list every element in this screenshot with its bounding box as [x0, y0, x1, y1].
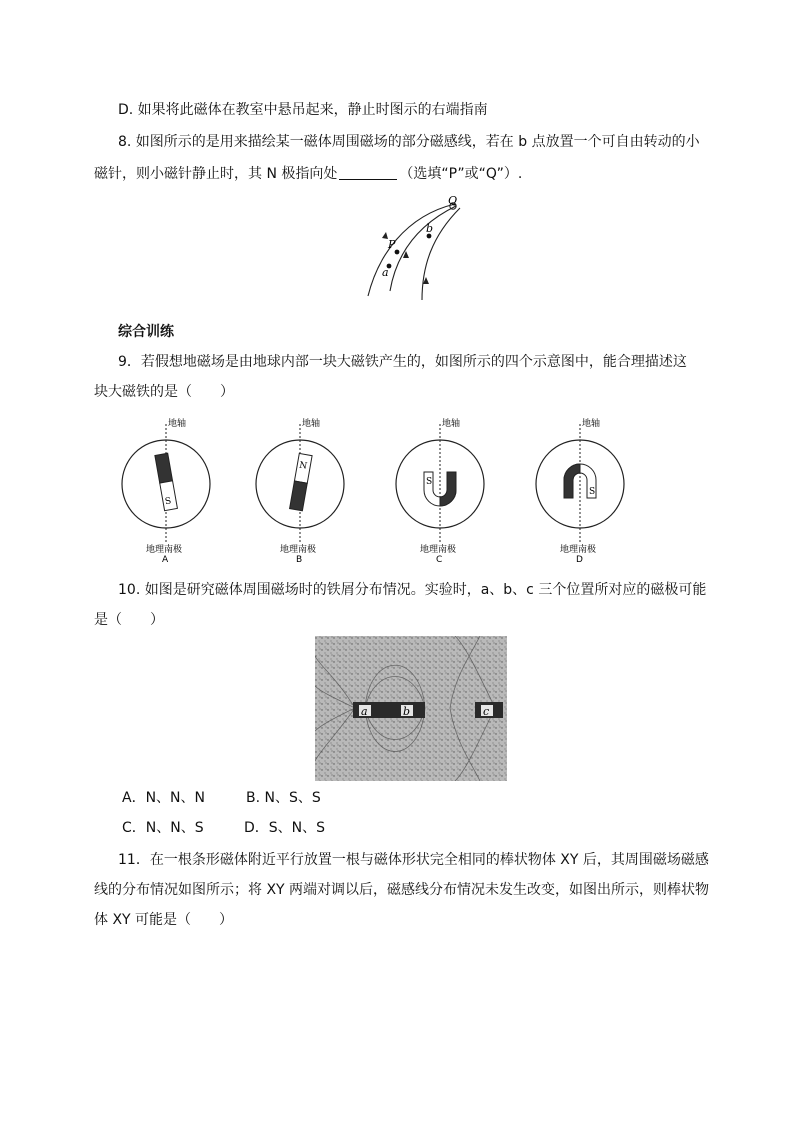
- q11-text-line2: 线的分布情况如图所示；将 XY 两端对调以后，磁感线分布情况未发生改变，如图出所示，则棒状物: [94, 882, 710, 898]
- q10-option-c: C．N、N、S: [122, 820, 204, 836]
- q9-a-magnet-label: S: [164, 496, 173, 508]
- q9-c-axis-label: 地轴: [442, 419, 461, 429]
- q9-text-line1: 9．若假想地磁场是由地球内部一块大磁铁产生的，如图所示的四个示意图中，能合理描述这: [118, 354, 687, 370]
- q9-b-pole-label: 地理南极: [280, 545, 317, 555]
- q9-text-line2: 块大磁铁的是（ ）: [94, 384, 234, 400]
- q9-c-pole-label: 地理南极: [420, 545, 457, 555]
- q9-figure-a: [118, 412, 214, 562]
- q9-d-magnet-label: S: [589, 487, 596, 497]
- q10-option-d: D．S、N、S: [244, 820, 326, 836]
- q10-text-line2: 是（ ）: [94, 612, 164, 628]
- q9-b-axis-label: 地轴: [302, 419, 321, 429]
- q8-answer-blank: [339, 165, 397, 180]
- q8-label-b: b: [426, 222, 434, 235]
- q9-c-magnet-label: S: [426, 477, 433, 487]
- q8-text-line2: [94, 164, 700, 184]
- q9-d-axis-label: 地轴: [582, 419, 601, 429]
- q10-iron-filings-photo: [315, 636, 507, 781]
- q10-label-b: b: [403, 705, 411, 718]
- q8-field-lines-figure: [360, 196, 470, 306]
- q9-figure-d: [532, 412, 628, 562]
- q8-text-line1: 8. 如图所示的是用来描绘某一磁体周围磁场的部分磁感线，若在 b 点放置一个可自由转动的小: [118, 134, 700, 150]
- q9-d-letter: D: [576, 555, 583, 562]
- q8-label-p: P: [388, 238, 396, 251]
- q10-label-a: a: [361, 705, 368, 718]
- q9-c-letter: C: [436, 555, 443, 562]
- q9-figure-b: [252, 412, 348, 562]
- q8-line2-start: 磁针，则小磁针静止时，其 N 极指向处: [94, 166, 338, 182]
- q9-b-letter: B: [296, 555, 303, 562]
- q8-label-a: a: [382, 266, 389, 279]
- q10-text-line1: 10. 如图是研究磁体周围磁场时的铁屑分布情况。实验时，a、b、c 三个位置所对应的磁极可能: [118, 582, 707, 598]
- q7-option-d: D. 如果将此磁体在教室中悬吊起来，静止时图示的右端指南: [118, 102, 488, 118]
- q11-text-line3: 体 XY 可能是（ ）: [94, 912, 234, 928]
- section-title: 综合训练: [118, 324, 174, 340]
- q10-label-c: c: [483, 705, 490, 718]
- q8-line2-end: （选填“P”或“Q”）.: [399, 166, 523, 182]
- q10-option-b: B. N、S、S: [246, 790, 321, 806]
- q9-d-pole-label: 地理南极: [560, 545, 597, 555]
- q10-option-a: A．N、N、N: [122, 790, 205, 806]
- q9-a-axis-label: 地轴: [168, 419, 187, 429]
- q9-figure-c: [392, 412, 488, 562]
- q9-a-pole-label: 地理南极: [146, 545, 183, 555]
- q8-label-q: Q: [448, 196, 458, 207]
- q9-b-magnet-label: N: [298, 460, 308, 472]
- q11-text-line1: 11．在一根条形磁体附近平行放置一根与磁体形状完全相同的棒状物体 XY 后，其周围磁场磁感: [118, 852, 709, 868]
- q9-a-letter: A: [162, 555, 169, 562]
